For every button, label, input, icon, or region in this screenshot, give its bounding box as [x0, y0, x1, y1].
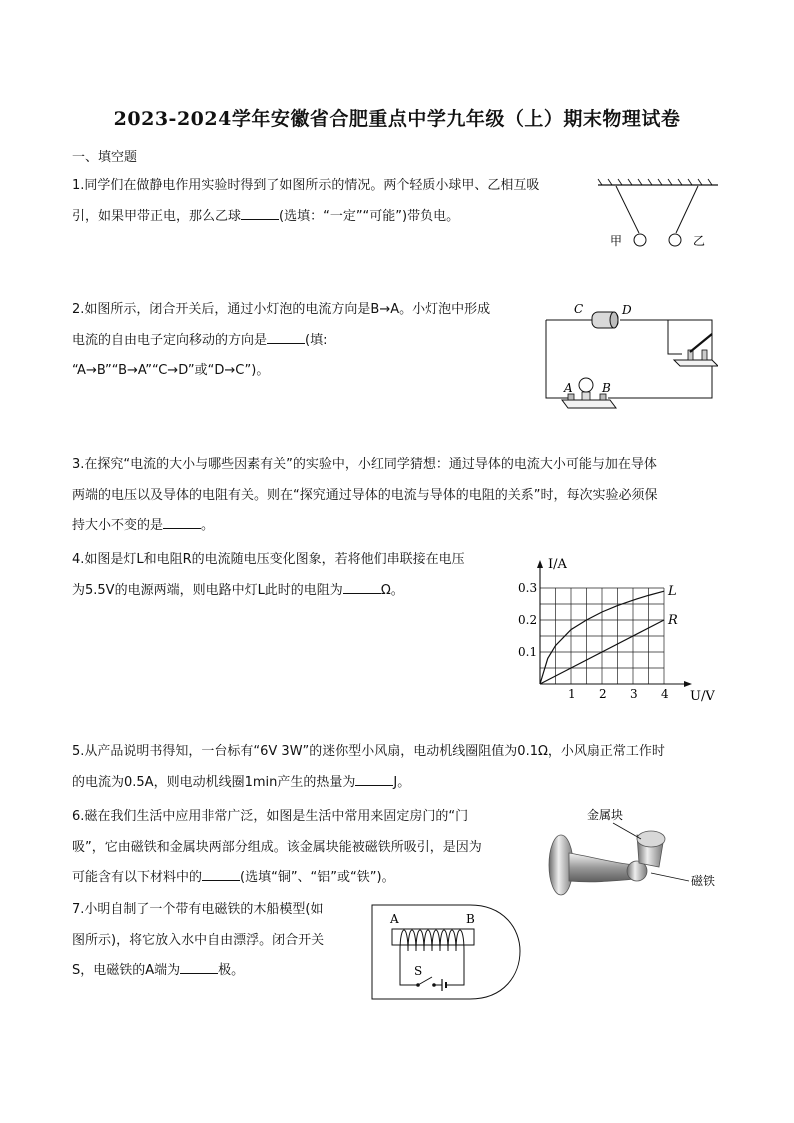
y-tick-label: 0.3 [518, 581, 538, 595]
question-5 [72, 737, 665, 798]
q2-text-a: 电流的自由电子定向移动的方向是 [72, 332, 268, 348]
q5-answer-blank[interactable] [355, 773, 393, 786]
label-end-a: A [390, 912, 399, 926]
ball-jia [634, 234, 646, 246]
q3-line2: 两端的电压以及导体的电阻有关。则在“探究通过导体的电流与导体的电阻的关系”时，每次实验必须保 [72, 487, 658, 503]
q2-line1: 2.如图所示，闭合开关后，通过小灯泡的电流方向是B→A。小灯泡中形成 [72, 302, 491, 317]
switch-base [674, 360, 718, 366]
q4-text-b: Ω。 [380, 582, 404, 598]
label-d: D [622, 303, 632, 317]
q2-text-b: (填: [305, 332, 328, 348]
q5-text-a: 的电流为0.5A，则电动机线圈1min产生的热量为 [72, 774, 356, 790]
q6-line3 [72, 863, 482, 894]
label-b: B [602, 381, 611, 395]
page-title: 2023-2024学年安徽省合肥重点中学九年级（上）期末物理试卷 [113, 108, 681, 130]
ball-yi [669, 234, 681, 246]
label-magnet: 磁铁 [691, 874, 716, 888]
question-6 [72, 802, 482, 894]
question-4 [72, 545, 465, 606]
q6-line1: 6.磁在我们生活中应用非常广泛，如图是生活中常用来固定房门的“门 [72, 809, 469, 824]
door-stop-body [569, 853, 635, 882]
x-tick-label: 2 [599, 687, 607, 701]
q6-text-b: (选填“铜”、“铝”或“铁”)。 [240, 870, 395, 885]
x-axis-label: U/V [690, 689, 715, 704]
question-7 [72, 895, 324, 987]
label-a: A [564, 381, 573, 395]
q1-figure [596, 176, 721, 254]
q3-answer-blank[interactable] [163, 516, 201, 529]
series-label-R: R [668, 613, 678, 628]
q3-line1: 3.在探究“电流的大小与哪些因素有关”的实验中，小红同学猜想：通过导体的电流大小可能与加在导体 [72, 457, 657, 472]
q7-text-a: S，电磁铁的A端为 [72, 963, 181, 978]
q7-line3 [72, 956, 324, 987]
q3-text-a: 持大小不变的是 [72, 518, 164, 533]
series-label-L: L [668, 584, 677, 600]
x-tick-label: 1 [568, 687, 576, 701]
question-2 [72, 295, 490, 387]
q7-boat-figure [370, 903, 522, 1003]
switch-lever [690, 334, 712, 352]
label-switch-s: S [414, 964, 423, 978]
bulb [579, 378, 593, 392]
x-tick-label: 4 [661, 687, 669, 701]
q3-line3 [72, 511, 657, 542]
q4-answer-blank[interactable] [343, 581, 381, 594]
label-c: C [574, 302, 584, 316]
q6-door-stop-figure [543, 805, 723, 901]
y-tick-label: 0.2 [518, 613, 538, 627]
q7-line1: 7.小明自制了一个带有电磁铁的木船模型(如 [72, 902, 324, 917]
label-yi: 乙 [693, 234, 706, 248]
y-axis-label: I/A [548, 557, 567, 572]
q2-circuit-figure [540, 298, 718, 418]
iv-chart [510, 546, 720, 708]
switch-s [418, 977, 432, 985]
q5-line2 [72, 768, 665, 799]
q1-text-a: 引，如果甲带正电，那么乙球 [72, 208, 242, 224]
q2-line3: “A→B”“B→A”“C→D”或“D→C”)。 [72, 363, 270, 378]
q1-line1: 1.同学们在做静电作用实验时得到了如图所示的情况。两个轻质小球甲、乙相互吸 [72, 178, 540, 193]
label-jia: 甲 [610, 234, 623, 248]
y-axis-arrow [537, 560, 543, 568]
q4-line1: 4.如图是灯L和电阻R的电流随电压变化图象，若将他们串联接在电压 [72, 552, 465, 567]
q5-text-b: J。 [393, 774, 411, 790]
y-tick-label: 0.1 [518, 645, 538, 659]
q6-answer-blank[interactable] [202, 868, 240, 881]
q3-text-b: 。 [201, 518, 215, 533]
label-end-b: B [466, 912, 475, 926]
q6-line2: 吸”，它由磁铁和金属块两部分组成。该金属块能被磁铁所吸引，是因为 [72, 839, 482, 855]
x-tick-label: 3 [630, 687, 638, 701]
section-heading: 一、填空题 [72, 150, 138, 165]
q2-line2 [72, 326, 490, 357]
label-metal-block: 金属块 [587, 808, 624, 822]
q5-line1: 5.从产品说明书得知，一台标有“6V 3W”的迷你型小风扇，电动机线圈阻值为0.1Ω，小风扇正常工作时 [72, 744, 665, 759]
question-1 [72, 171, 539, 232]
q1-text-b: (选填：“一定”“可能”)带负电。 [279, 208, 460, 224]
bulb-base [562, 400, 616, 408]
q7-line2: 图所示)，将它放入水中自由漂浮。闭合开关 [72, 932, 325, 948]
q7-text-b: 极。 [218, 963, 245, 978]
x-axis-arrow [684, 681, 692, 687]
q2-answer-blank[interactable] [267, 331, 305, 344]
q4-text-a: 为5.5V的电源两端，则电路中灯L此时的电阻为 [72, 582, 343, 598]
q6-text-a: 可能含有以下材料中的 [72, 870, 203, 885]
q7-answer-blank[interactable] [180, 961, 218, 974]
q1-answer-blank[interactable] [241, 207, 279, 220]
q1-line2 [72, 202, 539, 233]
question-3 [72, 450, 657, 542]
q4-line2 [72, 576, 465, 607]
